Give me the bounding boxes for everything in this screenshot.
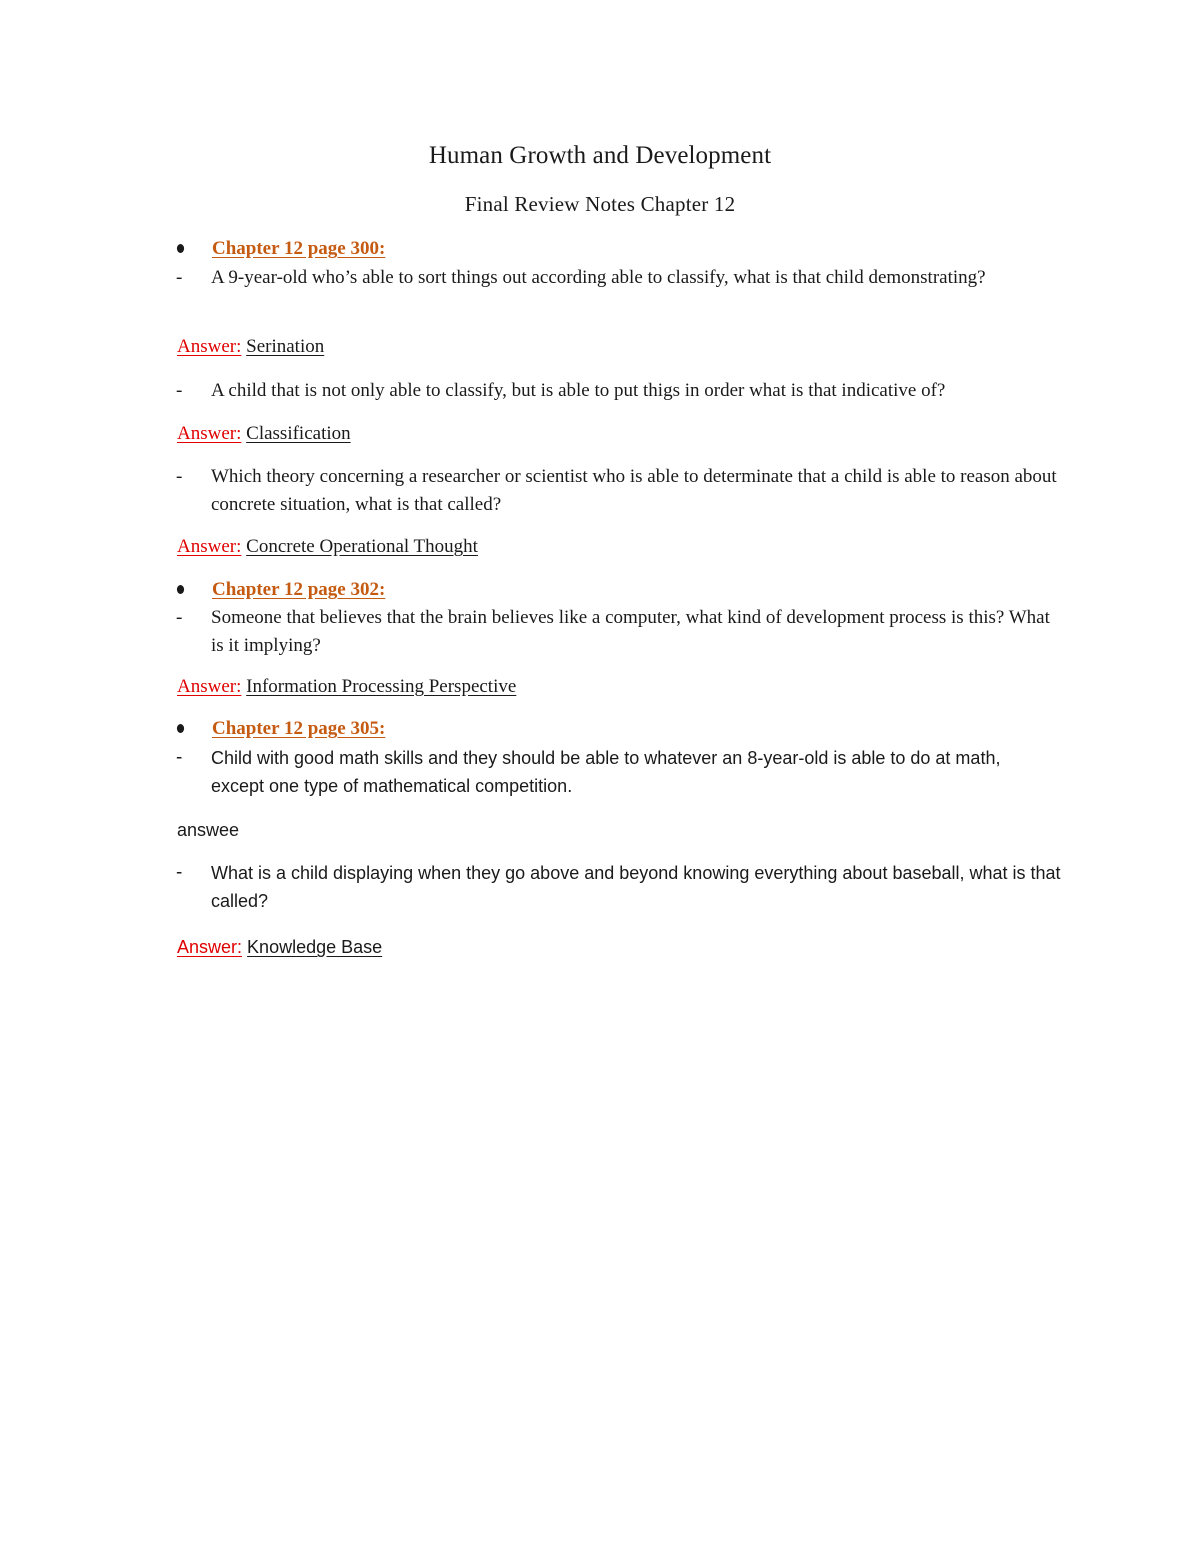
dash-marker: - (176, 747, 183, 768)
answer-line (177, 673, 516, 701)
answer-line (177, 933, 382, 961)
dash-marker: - (176, 607, 183, 628)
question-text: A 9-year-old who’s able to sort things out according able to classify, what is that child demonstrating? (211, 267, 986, 288)
answer-value: Serination (246, 336, 325, 357)
answer-label: Answer: (177, 423, 242, 444)
answer-label: Answer: (177, 536, 242, 557)
chapter-heading: Chapter 12 page 302: (212, 579, 386, 600)
chapter-heading: Chapter 12 page 305: (212, 718, 386, 739)
document-title: Human Growth and Development (428, 142, 772, 169)
answer-note: answee (177, 820, 240, 840)
chapter-heading: Chapter 12 page 300: (212, 238, 386, 259)
answer-value: Concrete Operational Thought (246, 536, 478, 557)
dash-marker: - (176, 267, 183, 288)
answer-line (177, 533, 478, 561)
question-text: What is a child displaying when they go above and beyond knowing everything about baseball, what is that called? (211, 863, 1061, 911)
bullet-icon (177, 724, 184, 733)
question-text: Someone that believes that the brain believes like a computer, what kind of development process is this? What is it implying? (211, 607, 1050, 656)
answer-value: Knowledge Base (247, 937, 383, 957)
answer-label: Answer: (177, 676, 242, 697)
answer-line (177, 420, 351, 448)
answer-label: Answer: (177, 336, 242, 357)
question-text: Child with good math skills and they should be able to whatever an 8-year-old is able to do at math, except one type of mathematical competition. (211, 748, 1001, 796)
dash-marker: - (176, 862, 183, 883)
question-text: Which theory concerning a researcher or scientist who is able to determinate that a child is able to reason about concrete situation, what is that called? (211, 466, 1057, 515)
answer-label: Answer: (177, 937, 243, 957)
question-text: A child that is not only able to classify, but is able to put thigs in order what is that indicative of? (211, 380, 946, 401)
bullet-icon (177, 585, 184, 594)
answer-line (177, 333, 324, 361)
dash-marker: - (176, 466, 183, 487)
document-subtitle: Final Review Notes Chapter 12 (464, 192, 736, 216)
bullet-icon (177, 244, 184, 253)
answer-value: Classification (246, 423, 351, 444)
dash-marker: - (176, 380, 183, 401)
answer-value: Information Processing Perspective (246, 676, 517, 697)
